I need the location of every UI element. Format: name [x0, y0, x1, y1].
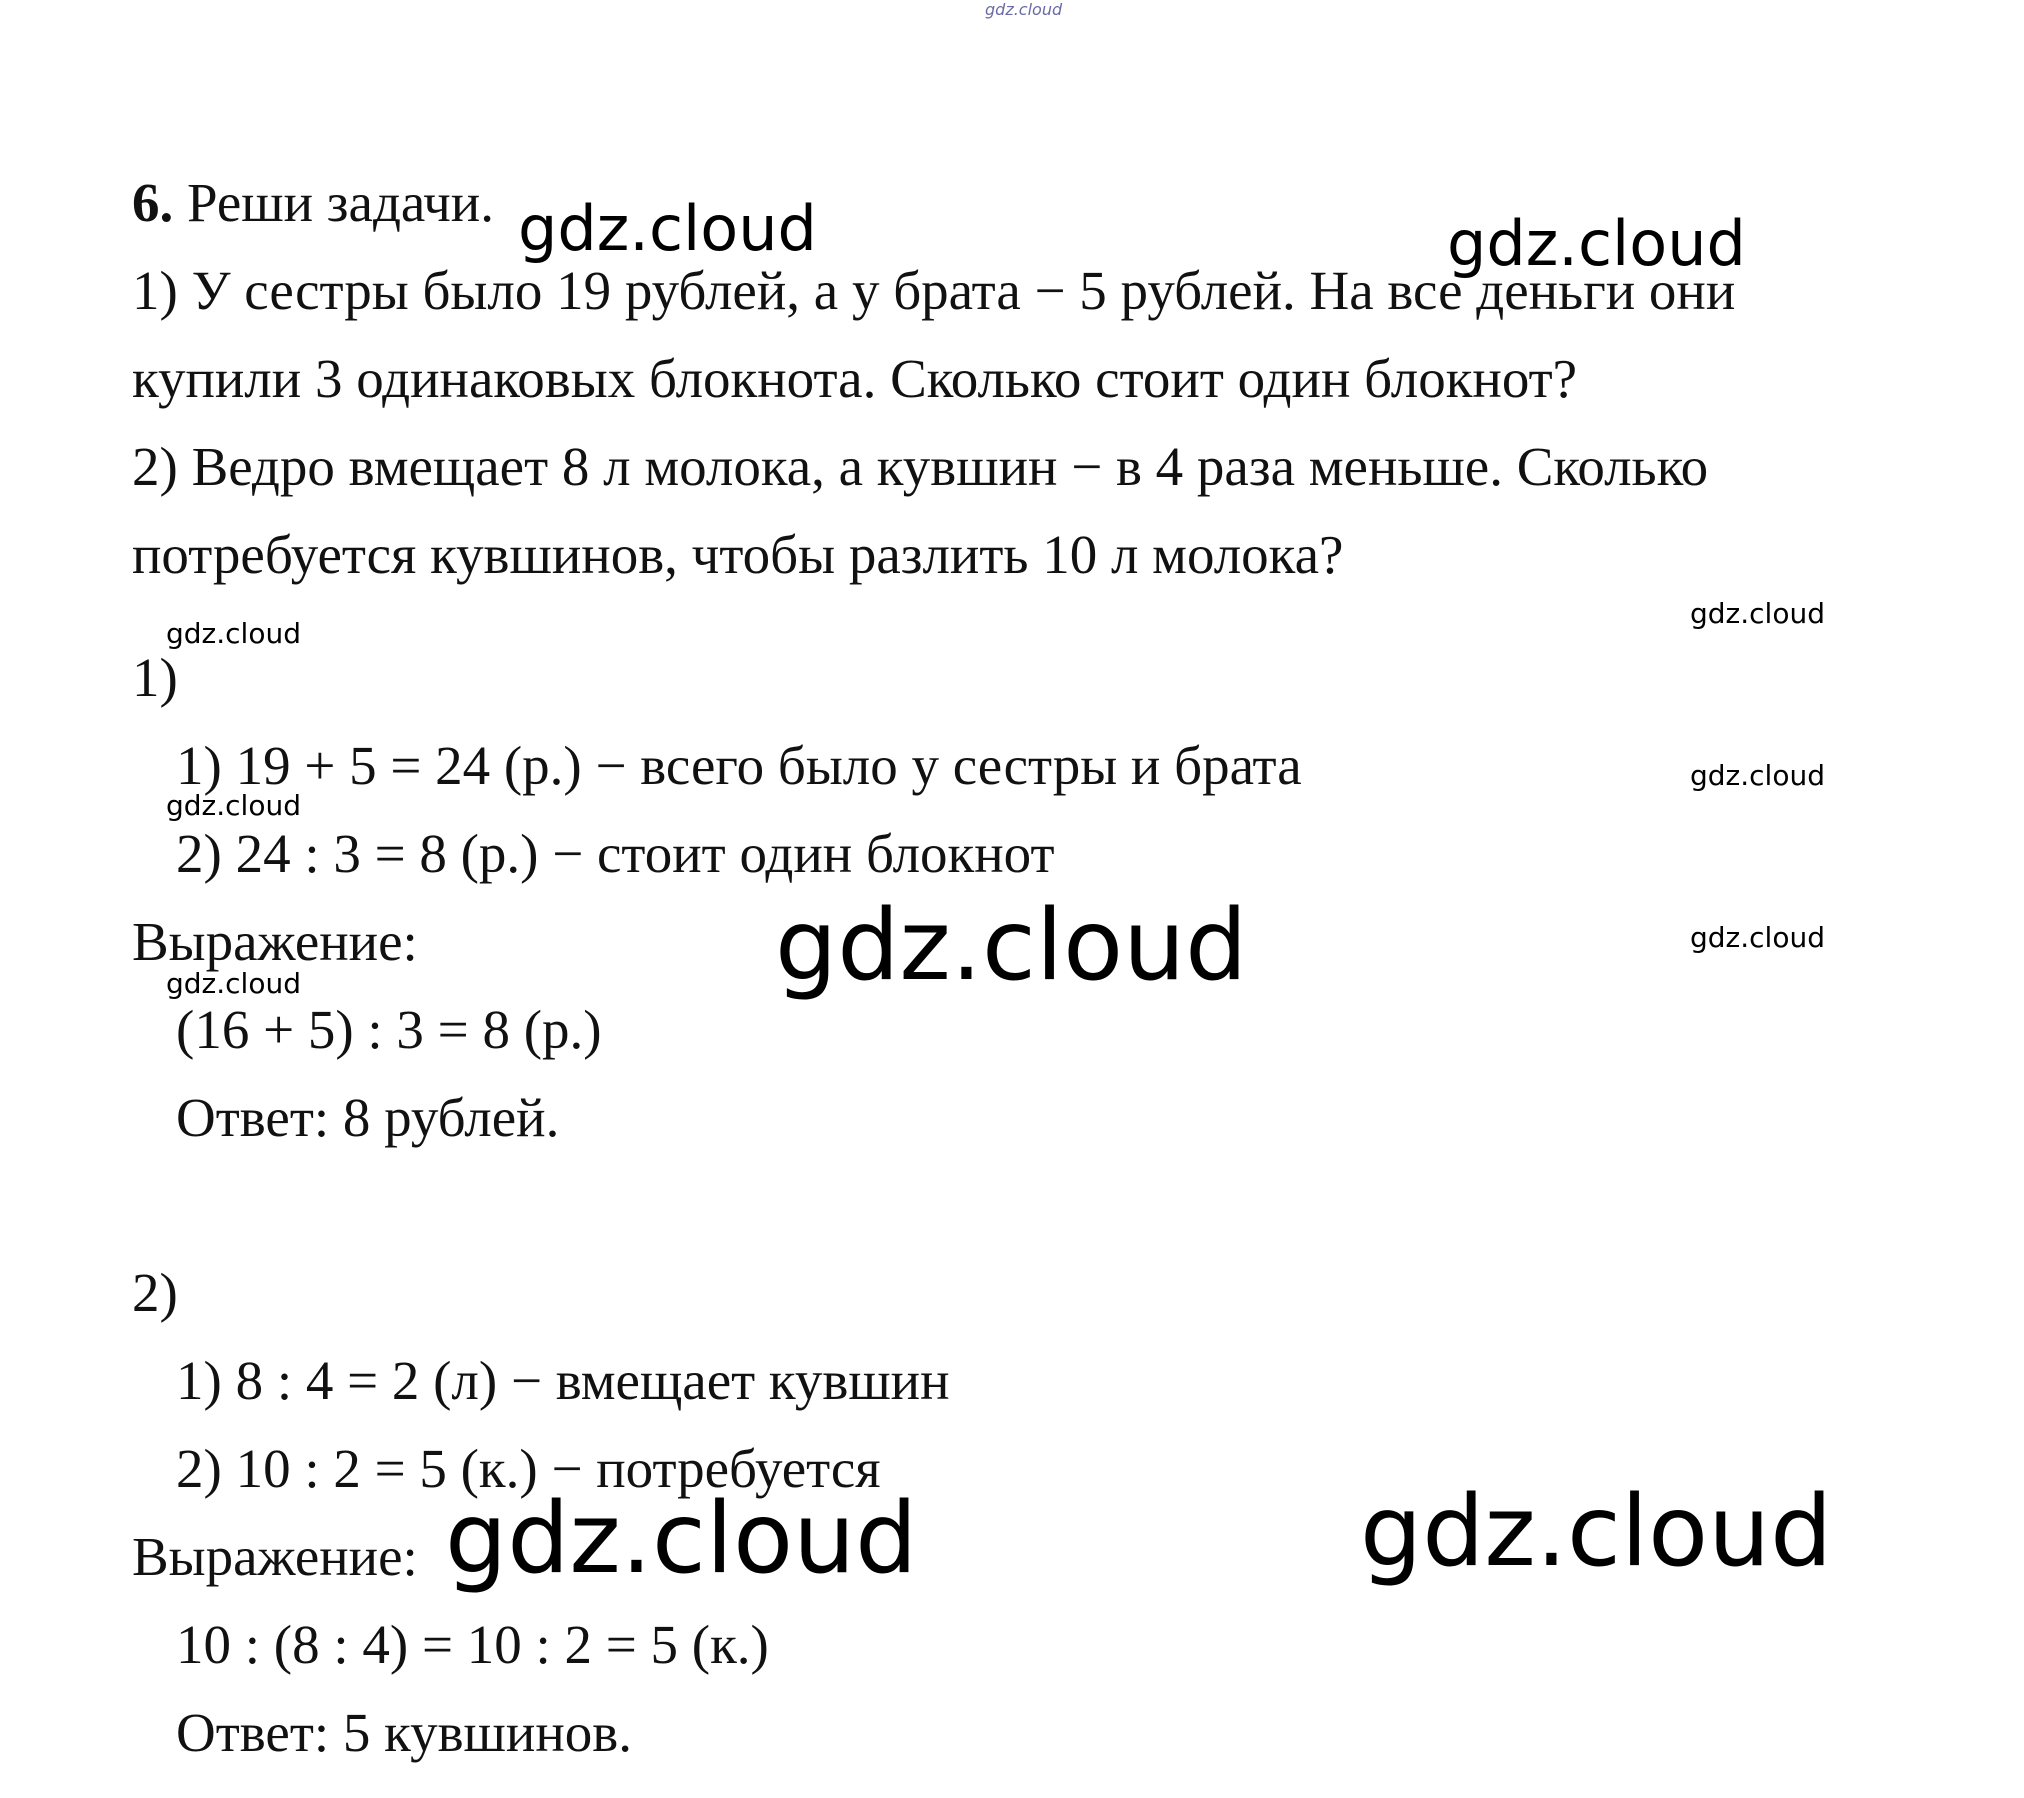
- solution1-label: 1): [132, 647, 178, 708]
- watermark-6: gdz.cloud: [166, 789, 301, 822]
- task-title: Реши задачи.: [187, 172, 494, 233]
- watermark-1: gdz.cloud: [518, 192, 817, 265]
- task-number: 6.: [132, 172, 174, 233]
- solution2-answer: Ответ: 5 кувшинов.: [176, 1702, 632, 1763]
- watermark-10: gdz.cloud: [445, 1482, 918, 1596]
- watermark-5: gdz.cloud: [1690, 759, 1825, 792]
- solution1-expression: (16 + 5) : 3 = 8 (р.): [176, 999, 602, 1060]
- watermark-4: gdz.cloud: [166, 617, 301, 650]
- task-header: [132, 170, 494, 236]
- solution2-step1: 1) 8 : 4 = 2 (л) − вмещает кувшин: [176, 1350, 950, 1411]
- solution1-step1: 1) 19 + 5 = 24 (р.) − всего было у сестры и брата: [176, 735, 1302, 796]
- problem2-line1: 2) Ведро вмещает 8 л молока, а кувшин − в 4 раза меньше. Сколько: [132, 436, 1709, 497]
- watermark-9: gdz.cloud: [166, 967, 301, 1000]
- solution2-step2: 2) 10 : 2 = 5 (к.) − потребуется: [176, 1438, 881, 1499]
- watermark-2: gdz.cloud: [1447, 207, 1746, 280]
- problem2-line2: потребуется кувшинов, чтобы разлить 10 л молока?: [132, 524, 1344, 585]
- watermark-3: gdz.cloud: [1690, 597, 1825, 630]
- watermark-8: gdz.cloud: [1690, 921, 1825, 954]
- solution1-answer: Ответ: 8 рублей.: [176, 1087, 560, 1148]
- watermark-11: gdz.cloud: [1360, 1475, 1833, 1589]
- solution2-expression-label: Выражение:: [132, 1526, 418, 1587]
- watermark-top: gdz.cloud: [985, 0, 1063, 19]
- solution2-label: 2): [132, 1262, 178, 1323]
- problem1-line1: 1) У сестры было 19 рублей, а у брата − 5 рублей. На все деньги они: [132, 260, 1736, 321]
- solution1-step2: 2) 24 : 3 = 8 (р.) − стоит один блокнот: [176, 823, 1055, 884]
- solution1-expression-label: Выражение:: [132, 911, 418, 972]
- watermark-7: gdz.cloud: [775, 889, 1248, 1003]
- problem1-line2: купили 3 одинаковых блокнота. Сколько стоит один блокнот?: [132, 348, 1578, 409]
- solution2-expression: 10 : (8 : 4) = 10 : 2 = 5 (к.): [176, 1614, 769, 1675]
